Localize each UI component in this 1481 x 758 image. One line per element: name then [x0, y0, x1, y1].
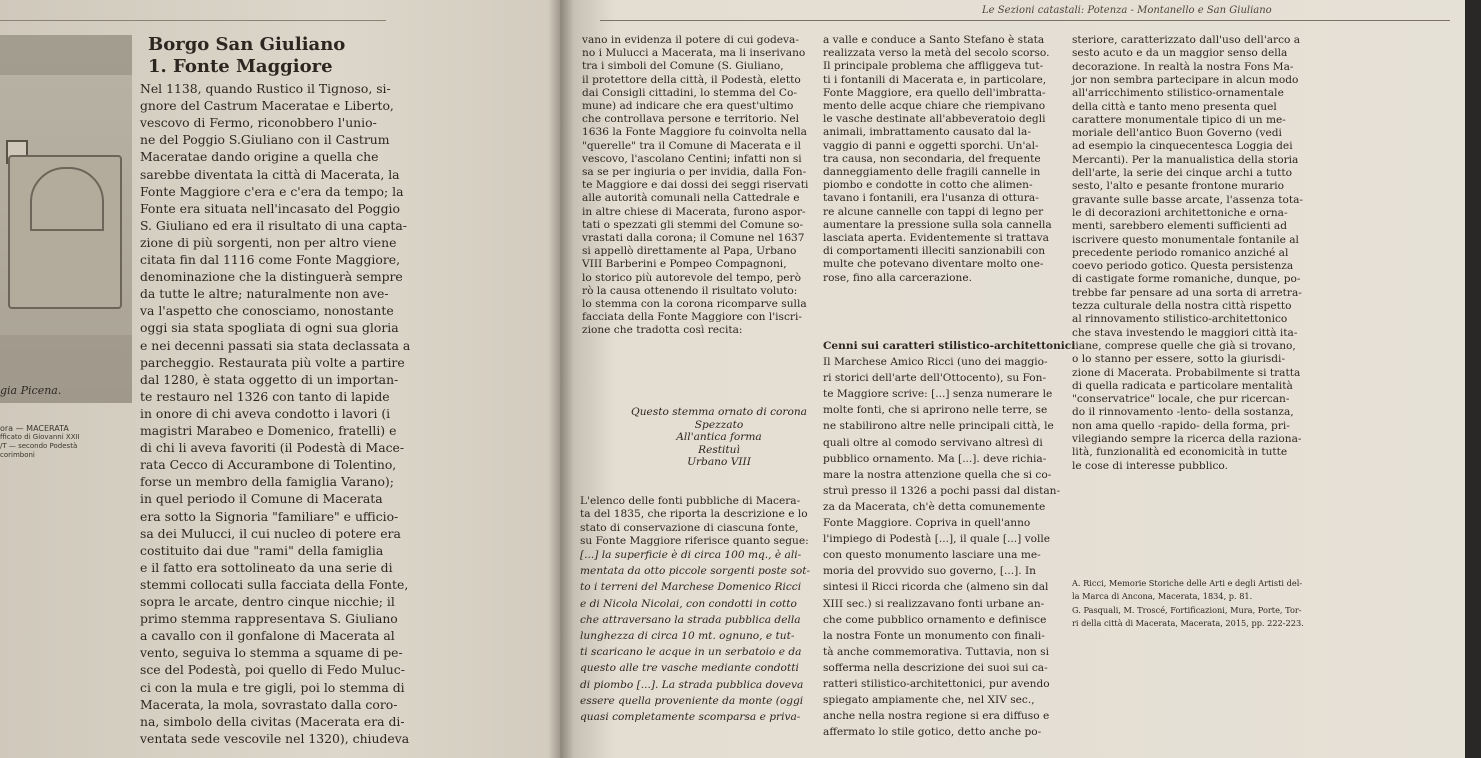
text-line: vaggio di panni e oggetti sporchi. Un'al- [823, 139, 1039, 152]
text-line: zione di Macerata. Probabilmente si tratta [1072, 366, 1301, 379]
text-line: in quel periodo il Comune di Macerata [140, 491, 383, 507]
text-line: in altre chiese di Macerata, furono aspor- [582, 205, 806, 218]
text-line: Fonte era situata nell'incasato del Poggio [140, 200, 400, 216]
text-line: mentata da otto piccole sorgenti poste sot- [580, 565, 811, 578]
text-line: ne del Poggio S.Giuliano con il Castrum [140, 132, 390, 148]
text-line: le cose di interesse pubblico. [1072, 459, 1228, 472]
text-line: precedente periodo romanico anziché al [1072, 246, 1289, 259]
text-line: te Maggiore scrive: [...] senza numerare le [823, 388, 1053, 401]
text-line: Restituì [698, 443, 740, 456]
text-line: mento delle acque chiare che riempivano [823, 100, 1046, 112]
text-line: di quella radicata e particolare mentalità [1072, 379, 1293, 392]
running-header: Le Sezioni catastali: Potenza - Montanello e San Giuliano [982, 5, 1272, 16]
text-line: ratteri stilistico-architettonici, pur avendo [823, 678, 1050, 690]
text-line: essere quella proveniente da monte (oggi [580, 694, 804, 707]
text-line: della città e tanto meno presenta quel [1072, 100, 1277, 113]
text-line: moriale dell'antico Buon Governo (vedi [1072, 127, 1282, 140]
text-line: ri storici dell'arte dell'Ottocento), su Fon- [823, 372, 1047, 385]
text-line: Spezzato [694, 418, 744, 431]
text-line: sa se per ingiuria o per invidia, dalla Fon- [582, 166, 807, 178]
fountain-drawing [8, 155, 122, 309]
text-line: alle autorità comunali nella Cattedrale e [582, 192, 800, 205]
text-line: sce del Podestà, poi quello di Fedo Muluc- [140, 662, 405, 678]
text-line: rose, fino alla carcerazione. [823, 271, 972, 284]
text-line: sofferma nella descrizione dei suoi sui ca- [823, 661, 1048, 674]
text-line: aumentare la pressione sulla sola cannella [823, 218, 1052, 231]
subheading: Cenni sui caratteri stilistico-architettonici [823, 340, 1076, 352]
text-line: multe che potevano diventare molto one- [823, 258, 1044, 271]
text-line: vescovo, l'ascolano Centini; infatti non si [582, 152, 802, 165]
text-line: la Marca di Ancona, Macerata, 1834, p. 81. [1072, 591, 1253, 602]
text-line: tra i simboli del Comune (S. Giuliano, [582, 60, 784, 73]
text-line: [...] la superficie è di circa 100 mq., è ali- [580, 549, 802, 561]
text-line: vescovo di Fermo, riconobbero l'unio- [140, 115, 377, 131]
text-line: era sotto la Signoria "familiare" e ufficio- [140, 508, 399, 524]
text-line: sesto acuto e da un maggior senso della [1072, 47, 1288, 60]
text-line: G. Pasquali, M. Troscé, Fortificazioni, Mura, Porte, Tor- [1072, 604, 1302, 615]
ill-sky [0, 35, 132, 75]
text-line: menti, sarebbero elementi sufficienti ad [1072, 220, 1288, 233]
text-line: pubblico ornamento. Ma [...]. deve richia- [823, 452, 1047, 465]
text-line: Fonte Maggiore. Copriva in quell'anno [823, 517, 1031, 529]
text-line: zione che tradotta così recita: [582, 324, 743, 337]
header-rule [600, 20, 1450, 21]
text-line: ne stabilirono altre nelle principali città, le [823, 420, 1054, 433]
text-line: no i Mulucci a Macerata, ma li inserivano [582, 47, 806, 60]
section-title: Borgo San Giuliano [148, 34, 346, 55]
text-line: trebbe far pensare ad una sorta di arretra- [1072, 286, 1302, 299]
text-line: Macerata, la mola, sovrastato dalla coro- [140, 696, 398, 712]
text-line: dai Consigli cittadini, lo stemma del Co- [582, 86, 797, 99]
text-line: sopra le arcate, dentro cinque nicchie; il [140, 594, 395, 609]
text-line: vrastati dalla corona; il Comune nel 1637 [582, 232, 805, 244]
text-line: te Maggiore e dai dossi dei seggi riservati [582, 179, 809, 192]
caption-line: ora — MACERATA [0, 424, 69, 433]
text-line: carattere monumentale tipico di un me- [1072, 113, 1286, 126]
text-line: sarebbe diventata la città di Macerata, la [140, 166, 400, 182]
text-line: la nostra Fonte un monumento con finali- [823, 629, 1045, 642]
text-line: liane, comprese quelle che già si trovano, [1072, 339, 1296, 352]
text-line: all'arricchimento stilistico-ornamentale [1072, 87, 1284, 100]
text-line: Fonte Maggiore, era quello dell'imbratta- [823, 86, 1046, 99]
text-line: ti i fontanili di Macerata e, in particolare, [823, 73, 1047, 86]
text-line: lo storico più autorevole del tempo, però [582, 271, 801, 284]
text-line: in onore di chi aveva condotto i lavori (i [140, 405, 391, 421]
text-line: da tutte le altre; naturalmente non ave- [140, 286, 389, 302]
text-line: vilegiando sempre la ricerca della raziona- [1072, 433, 1302, 445]
text-line: XIII sec.) si realizzavano fonti urbane an- [823, 597, 1045, 610]
text-line: quali oltre al comodo servivano altresì di [823, 436, 1043, 449]
text-line: Questo stemma ornato di corona [631, 406, 807, 418]
text-line: forse un membro della famiglia Varano); [140, 474, 394, 490]
text-line: realizzata verso la metà del secolo scorso. [823, 47, 1050, 60]
text-line: ventata sede vescovile nel 1320), chiudeva [140, 730, 410, 746]
text-line: do il rinnovamento -lento- della sostanza, [1072, 406, 1294, 419]
text-line: piombo e condotte in cotto che alimen- [823, 179, 1033, 192]
text-line: questo alle tre vasche mediante condotti [580, 662, 799, 675]
text-line: All'antica forma [676, 431, 762, 444]
text-line: che come pubblico ornamento e definisce [823, 613, 1047, 626]
text-line: le di decorazioni architettoniche e orna- [1072, 206, 1288, 219]
text-line: oggi sia stata spogliata di ogni sua gloria [140, 320, 399, 336]
text-line: che stava investendo le maggiori città ita- [1072, 326, 1298, 339]
text-line: A. Ricci, Memorie Storiche delle Arti e degli Artisti del- [1072, 578, 1303, 588]
text-line: lunghezza di circa 10 mt. ognuno, e tut- [580, 630, 795, 642]
text-line: vento, seguiva lo stemma a squame di pe- [140, 645, 403, 661]
text-line: tavano i fontanili, era l'usanza di ottura- [823, 192, 1039, 205]
text-line: che controllava persone e territorio. Nel [582, 113, 799, 126]
text-line: ad esempio la cinquecentesca Loggia dei [1072, 140, 1293, 153]
text-line: ti scaricano le acque in un serbatoio e da [580, 646, 802, 659]
text-line: iscrivere questo monumentale fontanile al [1072, 233, 1299, 246]
text-line: tà anche commemorativa. Tuttavia, non si [823, 645, 1049, 658]
text-line: gnore del Castrum Maceratae e Liberto, [140, 98, 394, 114]
text-line: parcheggio. Restaurata più volte a partire [140, 354, 405, 370]
text-line: Nel 1138, quando Rustico il Tignoso, si- [140, 81, 391, 96]
text-line: za da Macerata, ch'è detta comunemente [823, 500, 1046, 513]
text-line: non ama quello -rapido- della forma, pri- [1072, 419, 1290, 432]
text-line: di comportamenti illeciti sanzionabili con [823, 245, 1046, 258]
caption-line: /T — secondo Podestà [0, 442, 78, 450]
text-line: danneggiamento delle fragili cannelle in [823, 166, 1041, 178]
text-line: gravante sulle basse arcate, l'assenza tota- [1072, 193, 1303, 206]
text-line: sesto, l'alto e pesante frontone murario [1072, 180, 1285, 193]
text-line: va l'aspetto che conosciamo, nonostante [140, 303, 394, 319]
text-line: Urbano VIII [687, 456, 751, 469]
text-line: sintesi il Ricci ricorda che (almeno sin dal [823, 581, 1049, 594]
text-line: struì presso il 1326 a pochi passi dal distan- [823, 484, 1061, 497]
text-line: di chi li aveva favoriti (il Podestà di Mace- [140, 440, 405, 456]
text-line: le vasche destinate all'abbeveratoio degli [823, 113, 1046, 126]
text-line: lo stemma con la corona ricomparve sulla [582, 298, 807, 310]
fountain-illustration [0, 35, 132, 403]
text-line: con questo monumento lasciare una me- [823, 549, 1041, 562]
text-line: coevo periodo gotico. Questa persistenza [1072, 260, 1294, 273]
text-line: sa dei Mulucci, il cui nucleo di potere era [140, 525, 401, 541]
text-line: l'impiego di Podestà [...], il quale [...] volle [823, 533, 1051, 546]
text-line: il protettore della città, il Podestà, eletto [582, 73, 801, 86]
text-line: a valle e conduce a Santo Stefano è stata [823, 34, 1045, 46]
text-line: re alcune cannelle con tappi di legno per [823, 205, 1044, 218]
text-line: anche nella nostra regione si era diffuso e [823, 710, 1050, 723]
text-line: rò la causa ottenendo il risultato voluto: [582, 284, 798, 297]
text-line: "querelle" tra il Comune di Macerata e il [582, 139, 801, 152]
text-line: al rinnovamento stilistico-architettonico [1072, 313, 1288, 326]
text-line: quasi completamente scomparsa e priva- [580, 711, 801, 723]
text-line: spiegato ampiamente che, nel XIV sec., [823, 694, 1035, 707]
text-line: dell'arte, la serie dei cinque archi a tutto [1072, 167, 1292, 179]
text-line: magistri Marabeo e Domenico, fratelli) e [140, 423, 397, 438]
section-subtitle: 1. Fonte Maggiore [148, 56, 333, 77]
text-line: stemmi collocati sulla facciata della Fonte, [140, 576, 409, 592]
caption-line: corimboni [0, 451, 35, 459]
text-line: Mercanti). Per la manualistica della storia [1072, 153, 1299, 166]
text-line: mune) ad indicare che era quest'ultimo [582, 100, 794, 112]
text-line: steriore, caratterizzato dall'uso dell'arco a [1072, 34, 1301, 46]
text-line: tati o spezzati gli stemmi del Comune so- [582, 218, 804, 231]
illustration-caption: gia Picena. [0, 384, 62, 397]
text-line: na, simbolo della civitas (Macerata era di- [140, 713, 405, 729]
text-line: primo stemma rappresentava S. Giuliano [140, 611, 398, 627]
text-line: citata fin dal 1116 come Fonte Maggiore, [140, 252, 401, 267]
text-line: e nei decenni passati sia stata declassata a [140, 337, 411, 353]
text-line: to i terreni del Marchese Domenico Ricci [580, 581, 802, 594]
text-line: ri della città di Macerata, Macerata, 2015, pp. 222-223. [1072, 618, 1304, 629]
text-line: 1636 la Fonte Maggiore fu coinvolta nella [582, 126, 807, 139]
text-line: zione di più sorgenti, non per altro viene [140, 234, 397, 250]
caption-line: fficato di Giovanni XXII [0, 433, 80, 441]
text-line: vano in evidenza il potere di cui godeva- [582, 34, 799, 46]
text-line: Il Marchese Amico Ricci (uno dei maggio- [823, 356, 1048, 368]
book-binding [548, 0, 574, 758]
text-line: facciata della Fonte Maggiore con l'iscri- [582, 311, 802, 324]
dark-edge [1465, 0, 1481, 758]
text-line: decorazione. In realtà la nostra Fons Ma- [1072, 60, 1294, 73]
text-line: o lo stanno per essere, sotto la giurisdi- [1072, 353, 1286, 366]
text-line: di piombo [...]. La strada pubblica doveva [580, 678, 804, 691]
text-line: tezza culturale della nostra città rispetto [1072, 300, 1292, 312]
text-line: lità, funzionalità ed economicità in tutte [1072, 446, 1288, 459]
left-rule [0, 20, 386, 21]
text-line: ta del 1835, che riporta la descrizione e lo [580, 508, 808, 521]
text-line: Il principale problema che affliggeva tut- [823, 60, 1044, 73]
text-line: lasciata aperta. Evidentemente si trattava [823, 232, 1049, 244]
text-line: e di Nicola Nicolai, con condotti in cotto [580, 597, 797, 610]
text-line: "conservatrice" locale, che pur ricercan- [1072, 393, 1290, 406]
text-line: molte fonti, che si aprirono nelle terre, se [823, 404, 1048, 417]
text-line: Maceratae dando origine a quella che [140, 149, 379, 165]
text-line: moria del provvido suo governo, [...]. In [823, 565, 1037, 578]
text-line: stato di conservazione di ciascuna fonte, [580, 521, 799, 534]
text-line: te restauro nel 1326 con tanto di lapide [140, 388, 390, 404]
text-line: e il fatto era sottolineato da una serie di [140, 559, 393, 575]
text-line: VIII Barberini e Pompeo Compagnoni, [582, 258, 787, 271]
text-line: L'elenco delle fonti pubbliche di Macera- [580, 495, 801, 507]
text-line: si appellò direttamente al Papa, Urbano [582, 245, 797, 258]
text-line: S. Giuliano ed era il risultato di una capta- [140, 217, 407, 233]
text-line: dal 1280, è stata oggetto di un importan- [140, 371, 399, 387]
text-line: ci con la mula e tre gigli, poi lo stemma di [140, 679, 405, 695]
text-line: jor non sembra partecipare in alcun modo [1072, 73, 1299, 86]
text-line: animali, imbrattamento causato dal la- [823, 126, 1031, 139]
text-line: rata Cecco di Accurambone di Tolentino, [140, 457, 397, 473]
text-line: Fonte Maggiore c'era e c'era da tempo; la [140, 183, 404, 199]
text-line: di castigate forme romaniche, dunque, po- [1072, 273, 1301, 286]
text-line: su Fonte Maggiore riferisce quanto segue: [580, 535, 809, 548]
text-line: affermato lo stile gotico, detto anche po- [823, 726, 1042, 739]
text-line: denominazione che la distinguerà sempre [140, 269, 403, 285]
arch-drawing [30, 167, 104, 231]
text-line: tra causa, non secondaria, del frequente [823, 152, 1041, 165]
text-line: che attraversano la strada pubblica della [580, 613, 801, 626]
text-line: a cavallo con il gonfalone di Macerata al [140, 628, 395, 644]
text-line: costituito dai due "rami" della famiglia [140, 542, 384, 558]
text-line: mare la nostra attenzione quella che si co- [823, 468, 1052, 481]
